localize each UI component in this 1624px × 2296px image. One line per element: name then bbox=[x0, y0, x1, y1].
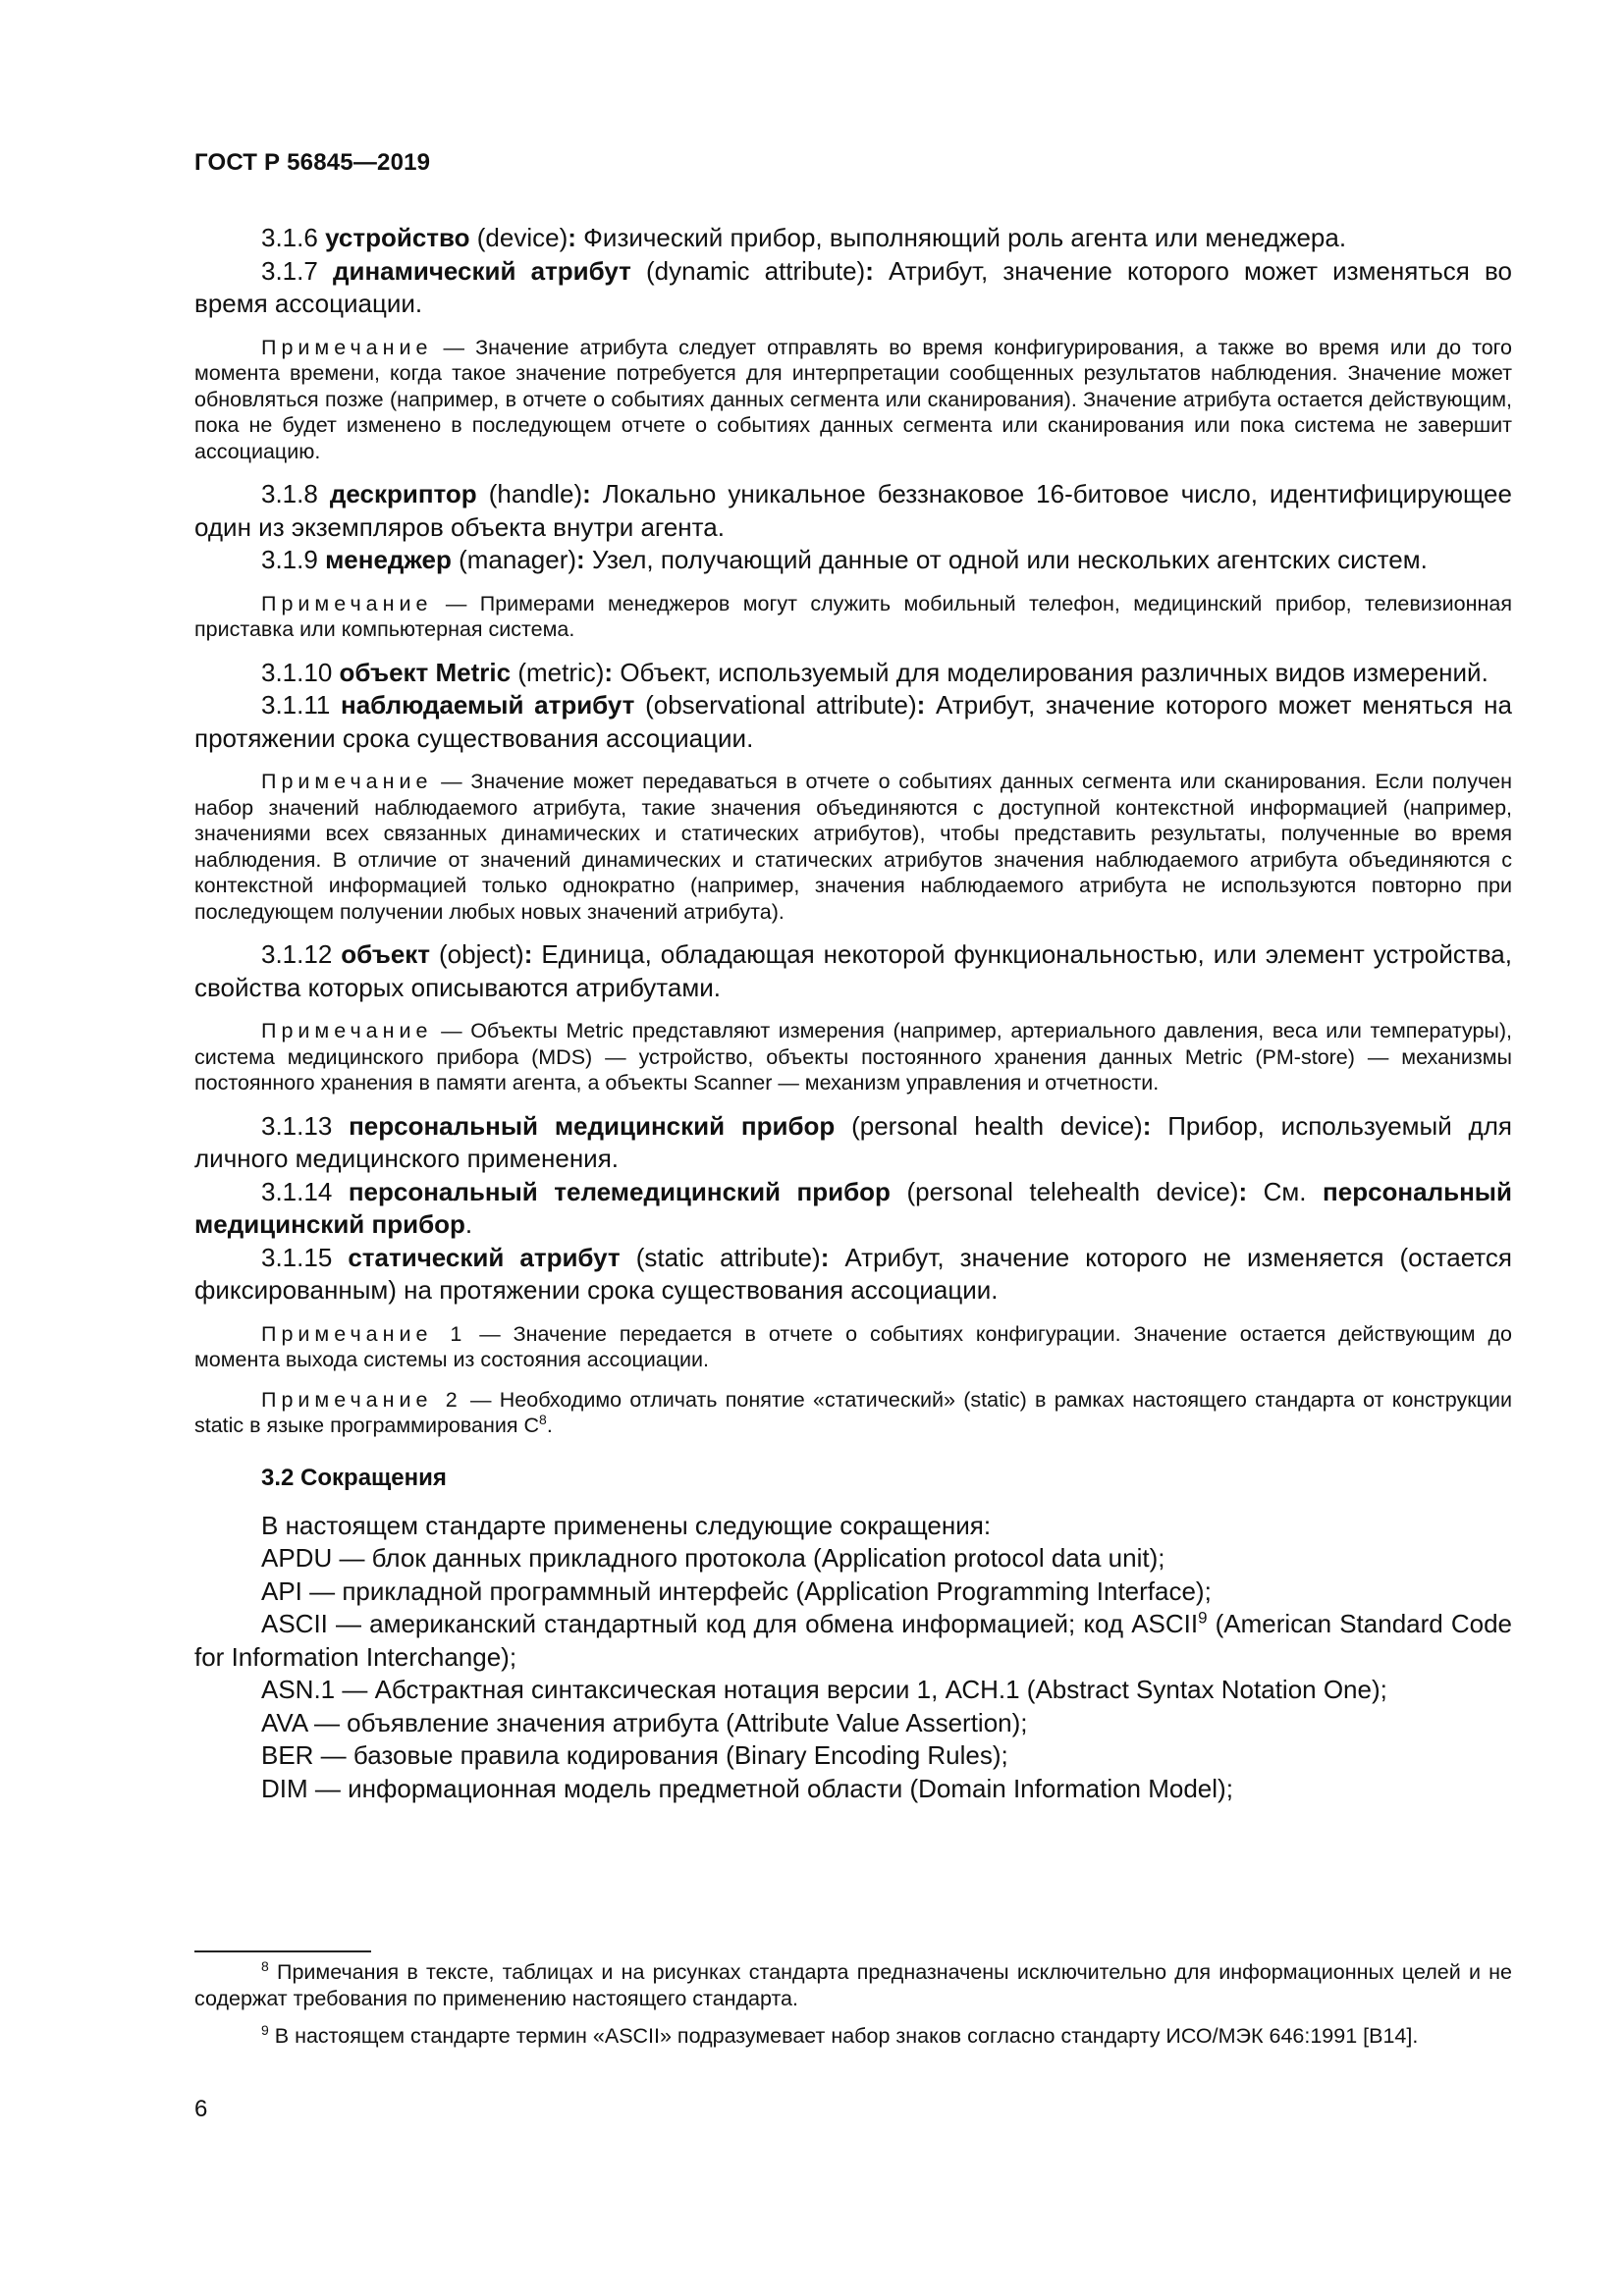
abbreviation-item: API — прикладной программный интерфейс (Application Programming Interface); bbox=[261, 1575, 1212, 1606]
abbreviation-item: AVA — объявление значения атрибута (Attribute Value Assertion); bbox=[261, 1707, 1028, 1737]
terms-section bbox=[194, 222, 1512, 1805]
note-static-1: Примечание 1 — Значение передается в отчете о событиях конфигурации. Значение остается действующим до момента выхода системы из состояния ассоциации. bbox=[194, 1321, 1512, 1371]
abbreviations-intro: В настоящем стандарте применены следующие сокращения: bbox=[261, 1510, 992, 1540]
term-3-1-11: 3.1.11 наблюдаемый атрибут (observational attribute): Атрибут, значение которого может меняться на протяжении срока существования ассоциации. bbox=[194, 690, 1512, 753]
abbreviation-item: APDU — блок данных прикладного протокола (Application protocol data unit); bbox=[261, 1543, 1165, 1573]
page-number: 6 bbox=[194, 2096, 208, 2122]
footnote-9: $^9$ В настоящем стандарте термин «ASCII» подразумевает набор знаков согласно стандарту ИСО/МЭК 646:1991 [B14]. bbox=[261, 2021, 1419, 2048]
footnotes bbox=[194, 1959, 1512, 2061]
term-3-1-12: 3.1.12 объект (object): Единица, обладающая некоторой функциональностью, или элемент устройства, свойства которых описываются атрибутами. bbox=[194, 939, 1512, 1002]
note-dynamic-attribute: Примечание — Значение атрибута следует отправлять во время конфигурирования, а также во время или до того момента времени, когда такое значение потребуется для интерпретации сообщенных результатов наблюдения. Значение может обновляться позже (например, в отчете о событиях данных сегмента или сканирования). Значение атрибута остается действующим, пока не будет изменено в последующем отчете о событиях данных сегмента или сканирования или пока система не завершит ассоциацию. bbox=[194, 335, 1513, 463]
term-3-1-10: 3.1.10 объект Metric (metric): Объект, используемый для моделирования различных видов измерений. bbox=[261, 657, 1489, 687]
note-manager: Примечание — Примерами менеджеров могут служить мобильный телефон, медицинский прибор, телевизионная приставка или компьютерная система. bbox=[194, 591, 1512, 641]
section-heading-abbreviations: 3.2 Сокращения bbox=[261, 1464, 447, 1491]
abbreviation-item: DIM — информационная модель предметной области (Domain Information Model); bbox=[261, 1773, 1233, 1803]
term-3-1-14: 3.1.14 персональный телемедицинский прибор (personal telehealth device): См. персональный медицинский прибор. bbox=[194, 1176, 1512, 1239]
note-observational-attribute: Примечание — Значение может передаваться в отчете о событиях данных сегмента или сканирования. Если получен набор значений наблюдаемого атрибута, такие значения объединяются с доступной контекстной информацией (например, значениями всех связанных динамических и статических атрибутов), чтобы представить результаты, полученные во время наблюдения. В отличие от значений динамических и статических атрибутов значения наблюдаемого атрибута объединяются с контекстной информацией только однократно (например, значения наблюдаемого атрибута не используются повторно при последующем получении любых новых значений атрибута). bbox=[194, 770, 1512, 924]
abbreviation-item: BER — базовые правила кодирования (Binary Encoding Rules); bbox=[261, 1740, 1008, 1770]
note-static-2: Примечание 2 — Необходимо отличать понятие «статический» (static) в рамках настоящего стандарта от конструкции static в языке программирования $C^8$. bbox=[194, 1387, 1512, 1437]
footnote-divider bbox=[194, 1950, 371, 1952]
footnote-8: $^8$ Примечания в тексте, таблицах и на рисунках стандарта предназначены исключительно для информационных целей и не содержат требования по применению настоящего стандарта. bbox=[194, 1957, 1512, 2010]
term-3-1-13: 3.1.13 персональный медицинский прибор (personal health device): Прибор, используемый для личного медицинского применения. bbox=[194, 1110, 1512, 1173]
term-3-1-6: 3.1.6 устройство (device): Физический прибор, выполняющий роль агента или менеджера. bbox=[261, 223, 1347, 252]
note-object: Примечание — Объекты Metric представляют измерения (например, артериального давления, веса или температуры), система медицинского прибора (MDS) — устройство, объекты постоянного хранения данных Metric (PM-store) — механизмы постоянного хранения в памяти агента, а объекты Scanner — механизм управления и отчетности. bbox=[194, 1019, 1512, 1095]
term-3-1-15: 3.1.15 статический атрибут (static attribute): Атрибут, значение которого не изменяется (остается фиксированным) на протяжении срока существования ассоциации. bbox=[194, 1242, 1513, 1305]
term-3-1-7: 3.1.7 динамический атрибут (dynamic attribute): Атрибут, значение которого может изменяться во время ассоциации. bbox=[194, 255, 1512, 318]
term-3-1-8: 3.1.8 дескриптор (handle): Локально уникальное беззнаковое 16-битовое число, идентифицирующее один из экземпляров объекта внутри агента. bbox=[194, 479, 1512, 542]
term-3-1-9: 3.1.9 менеджер (manager): Узел, получающий данные от одной или нескольких агентских систем. bbox=[261, 545, 1428, 574]
document-header: ГОСТ Р 56845—2019 bbox=[194, 149, 431, 176]
abbreviation-item: ASCII — американский стандартный код для обмена информацией; код ASCII$^9$ (American Standard Code for Information Interchange); bbox=[194, 1608, 1512, 1672]
abbreviation-item: ASN.1 — Абстрактная синтаксическая нотация версии 1, АСН.1 (Abstract Syntax Notation One); bbox=[261, 1675, 1387, 1704]
